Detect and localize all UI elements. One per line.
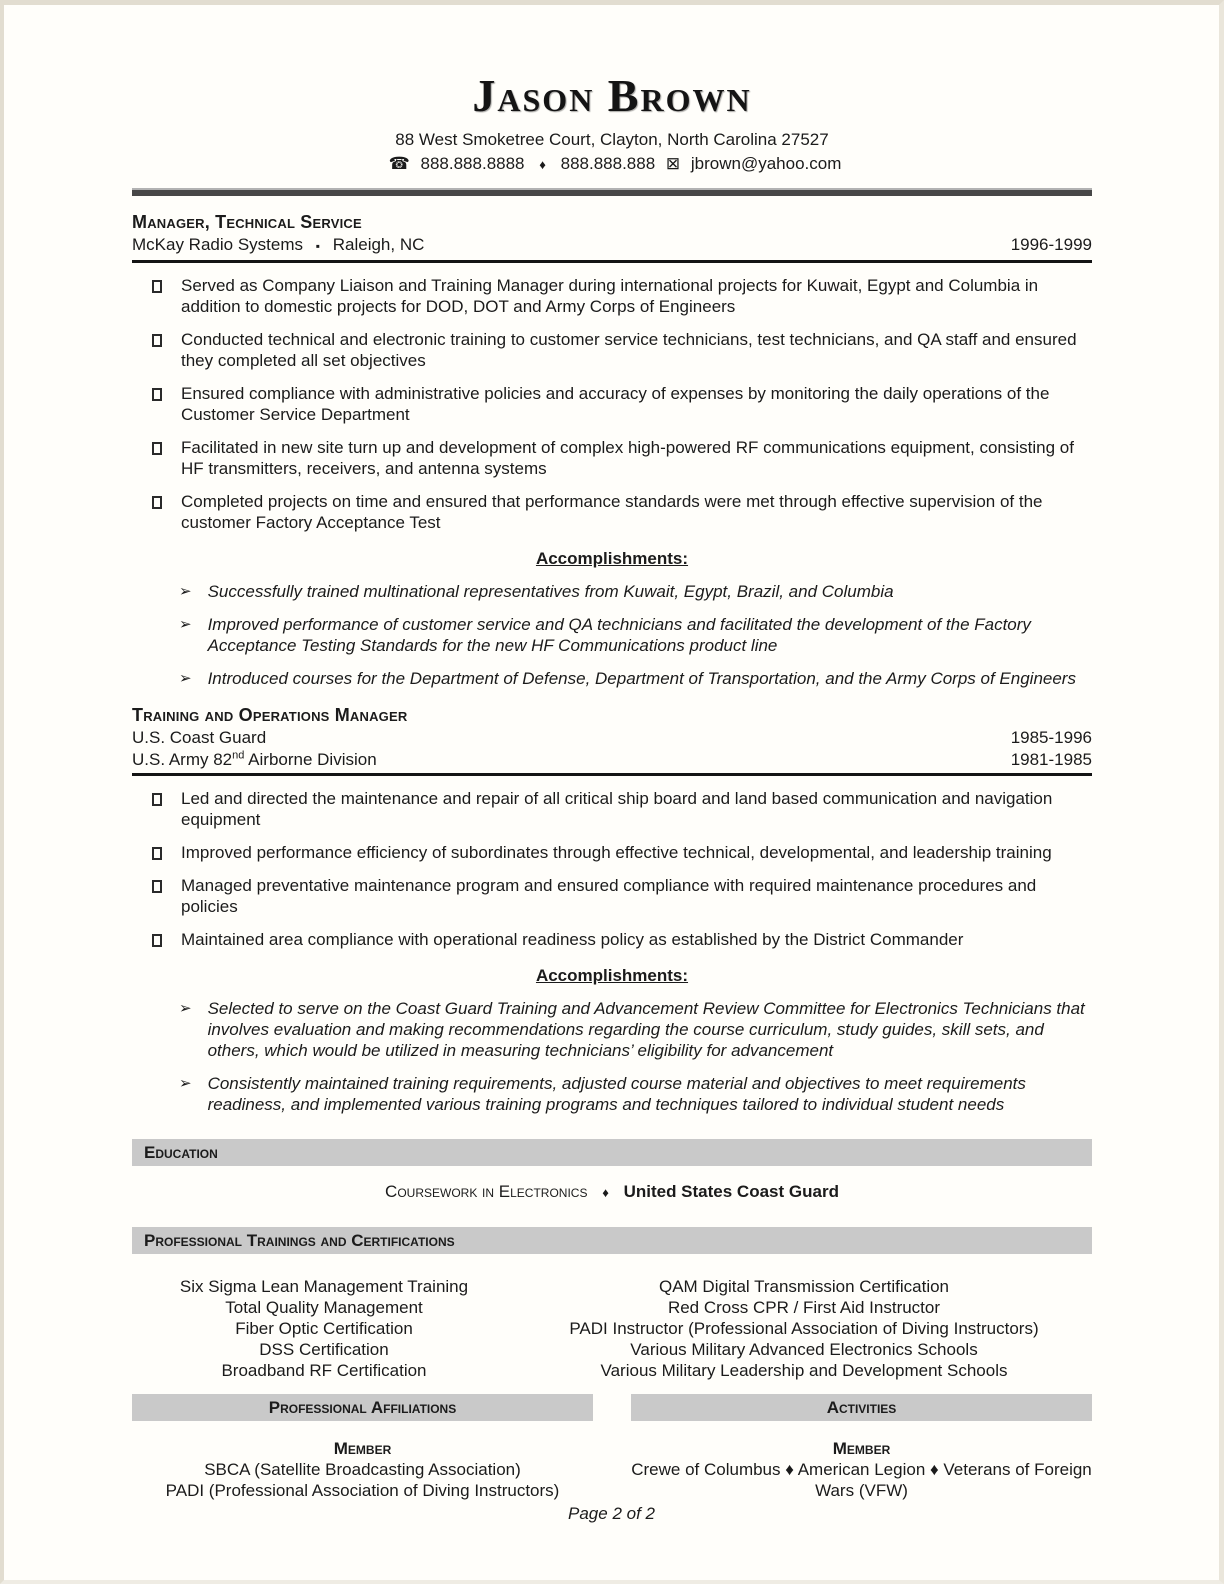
accomplishment-item [132,668,1092,689]
certifications-heading-bar [132,1227,1092,1254]
certification-item: Various Military Advanced Electronics Schools [630,1340,978,1359]
bullet-list [132,788,1092,950]
education-institution: United States Coast Guard [623,1182,839,1201]
member-heading: Member [333,1439,392,1458]
education-section [132,1139,1092,1203]
page-footer: Page 2 of 2 [568,1504,655,1523]
bullet-text: Served as Company Liaison and Training Manager during international projects for Kuwait, Egypt and Columbia in addition to domestic projects for DOD, DOT and Army Corps of Engineers [181,276,1039,316]
org-name-part: Airborne Division [244,750,377,769]
accomplishment-item [132,581,1092,602]
certifications-column-left [132,1276,516,1381]
org-name [132,749,377,770]
affiliation-item: PADI (Professional Association of Diving Instructors) [165,1481,560,1500]
job-org-block [132,727,1092,776]
certification-item: Fiber Optic Certification [235,1319,413,1338]
section-heading: Activities [826,1398,897,1417]
arrow-bullet-icon: ➢ [179,616,192,633]
bullet-text: Managed preventative maintenance program and ensured compliance with required maintenance procedures and policies [181,876,1037,916]
accomplishment-item [132,998,1092,1061]
certification-item: Red Cross CPR / First Aid Instructor [667,1298,941,1317]
certification-item: Six Sigma Lean Management Training [179,1277,469,1296]
certifications-columns [132,1276,1092,1381]
education-line [132,1181,1092,1203]
accomplishment-text: Consistently maintained training requirements, adjusted course material and objectives to meet requirements readiness, and implemented various training programs and techniques tailored to individual student needs [207,1074,1026,1114]
arrow-bullet-icon: ➢ [179,1000,192,1017]
bullet-item [132,788,1092,830]
education-coursework: Coursework in Electronics [385,1182,588,1201]
bullet-item [132,275,1092,317]
person-name: Jason Brown [472,70,752,121]
certification-item: QAM Digital Transmission Certification [658,1277,950,1296]
org-dates: 1981-1985 [1010,750,1092,769]
phone-icon: ☎ [388,154,410,173]
org-row [132,749,1092,770]
affiliations-activities-row [132,1394,1092,1501]
ordinal-superscript: nd [232,749,245,762]
accomplishments-heading: Accomplishments: [535,966,689,985]
square-bullet-icon [152,280,162,293]
bullet-item [132,437,1092,479]
diamond-separator-icon: ♦ [539,157,546,172]
address-line: 88 West Smoketree Court, Clayton, North Carolina 27527 [395,130,829,149]
square-bullet-icon [152,934,162,947]
job-title: Manager, Technical Service [132,212,362,232]
bullet-text: Facilitated in new site turn up and development of complex high-powered RF communications equipment, consisting of HF transmitters, receivers, and antenna systems [181,438,1074,478]
certification-item: Total Quality Management [225,1298,423,1317]
bullet-list [132,275,1092,533]
activities-column [631,1394,1092,1501]
bullet-text: Ensured compliance with administrative policies and accuracy of expenses by monitoring the daily operations of the Customer Service Department [181,384,1050,424]
accomplishment-text: Improved performance of customer service and QA technicians and facilitated the development of the Factory Acceptance Testing Standards for the new HF Communications product line [207,615,1031,655]
resume-header [132,70,1092,175]
accomplishments-list [132,998,1092,1115]
section-heading: Professional Trainings and Certifications [144,1231,455,1250]
job-section-training-operations-manager [132,705,1092,1115]
arrow-bullet-icon: ➢ [179,1075,192,1092]
phone-number-primary: 888.888.8888 [420,154,525,173]
square-bullet-icon [152,847,162,860]
accomplishment-text: Selected to serve on the Coast Guard Training and Advancement Review Committee for Electronics Technicians that involves evaluation and making recommendations regarding the course curriculum, study guides, skill sets, and others, which would be utilized in measuring technicians’ eligibility for advancement [207,999,1085,1060]
accomplishments-heading: Accomplishments: [535,549,689,568]
email-address: jbrown@yahoo.com [690,154,842,173]
education-heading-bar [132,1139,1092,1166]
org-dates: 1985-1996 [1010,728,1092,747]
contact-line [132,153,1092,175]
arrow-bullet-icon: ➢ [179,583,192,600]
affiliations-heading-bar [132,1394,593,1421]
section-heading: Education [144,1143,218,1162]
accomplishments-list [132,581,1092,689]
org-name: U.S. Coast Guard [132,728,267,747]
bullet-item [132,929,1092,950]
bullet-text: Led and directed the maintenance and repair of all critical ship board and land based communication and navigation equipment [181,789,1053,829]
activities-heading-bar [631,1394,1092,1421]
bullet-item [132,875,1092,917]
member-heading: Member [832,1439,891,1458]
email-icon: ⊠ [665,154,681,173]
company-city: Raleigh, NC [332,235,425,254]
certification-item: DSS Certification [259,1340,389,1359]
affiliations-column [132,1394,593,1501]
bullet-text: Maintained area compliance with operational readiness policy as established by the District Commander [181,930,964,949]
square-bullet-icon [152,388,162,401]
square-bullet-icon [152,442,162,455]
square-bullet-icon [152,880,162,893]
diamond-separator-icon: ♦ [602,1185,609,1200]
bullet-item [132,842,1092,863]
org-row [132,727,1092,748]
bullet-item [132,383,1092,425]
org-name-part: U.S. Army 82 [132,750,233,769]
bullet-item [132,491,1092,533]
accomplishment-text: Introduced courses for the Department of Defense, Department of Transportation, and the Army Corps of Engineers [207,669,1076,688]
bullet-text: Completed projects on time and ensured that performance standards were met through effective supervision of the customer Factory Acceptance Test [181,492,1043,532]
job-title: Training and Operations Manager [132,705,408,725]
arrow-bullet-icon: ➢ [179,670,192,687]
job-section-manager-technical-service [132,212,1092,689]
certifications-column-right [516,1276,1092,1381]
bullet-text: Conducted technical and electronic training to customer service technicians, test technicians, and QA staff and ensured they completed all set objectives [181,330,1077,370]
accomplishment-item [132,614,1092,656]
square-bullet-icon [152,334,162,347]
certification-item: Various Military Leadership and Development Schools [600,1361,1008,1380]
accomplishment-item [132,1073,1092,1115]
phone-number-secondary: 888.888.888 [560,154,656,173]
section-heading: Professional Affiliations [268,1398,457,1417]
job-dates: 1996-1999 [1010,235,1092,254]
activities-list: Crewe of Columbus ♦ American Legion ♦ Veterans of Foreign Wars (VFW) [631,1460,1092,1500]
bullet-text: Improved performance efficiency of subordinates through effective technical, developmental, and leadership training [181,843,1052,862]
job-org-block [132,234,1092,263]
company-name: McKay Radio Systems [132,235,303,254]
square-bullet-icon [152,496,162,509]
certification-item: Broadband RF Certification [221,1361,427,1380]
square-separator-icon: ▪ [315,239,320,253]
certifications-section [132,1227,1092,1381]
company-location [132,234,424,257]
certification-item: PADI Instructor (Professional Association of Diving Instructors) [569,1319,1039,1338]
affiliation-item: SBCA (Satellite Broadcasting Association) [204,1460,521,1479]
company-row [132,234,1092,257]
accomplishment-text: Successfully trained multinational representatives from Kuwait, Egypt, Brazil, and Columbia [207,582,894,601]
square-bullet-icon [152,793,162,806]
bullet-item [132,329,1092,371]
header-divider-bar [132,188,1092,196]
